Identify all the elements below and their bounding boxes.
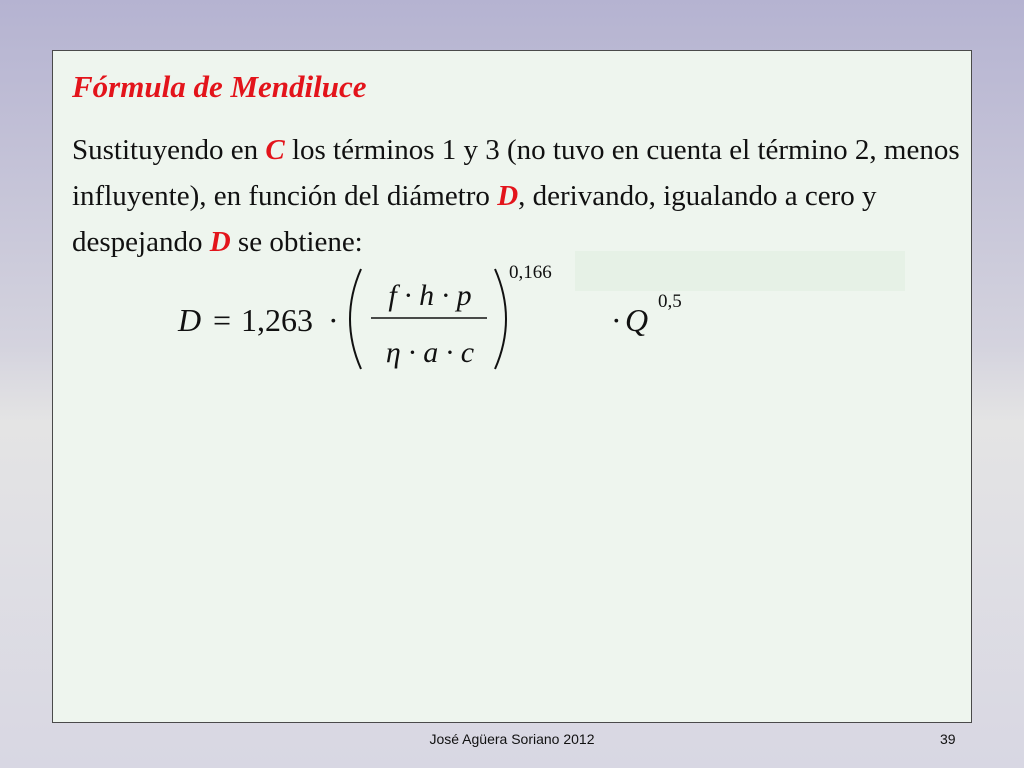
left-parenthesis <box>350 269 361 369</box>
footer-author: José Agüera Soriano 2012 <box>429 731 595 747</box>
formula-coefficient: 1,263 <box>241 302 313 338</box>
slide-title: Fórmula de Mendiluce <box>72 69 367 104</box>
page-number: 39 <box>940 731 956 747</box>
formula-lhs: D <box>178 302 202 338</box>
formula-numerator: f · h · p <box>388 279 472 312</box>
formula-dot-2: · <box>611 302 622 338</box>
paragraph-text-4: se obtiene: <box>230 226 363 258</box>
mendiluce-formula <box>173 261 693 381</box>
formula-equals: = <box>213 302 232 338</box>
formula-exponent-1: 0,166 <box>509 262 552 283</box>
variable-d-2: D <box>209 226 231 258</box>
paragraph-text-1: Sustituyendo en <box>72 134 266 166</box>
variable-c: C <box>265 134 285 166</box>
right-parenthesis <box>495 269 506 369</box>
variable-d: D <box>497 180 519 212</box>
formula-q: Q <box>625 302 649 338</box>
formula-exponent-2: 0,5 <box>658 291 682 312</box>
formula-denominator: η · a · c <box>385 336 475 369</box>
paragraph-text-2: los términos 1 y 3 (no tuvo en cuenta el término 2, menos influyente), en función del diámetro <box>72 134 960 212</box>
slide-frame <box>52 50 972 723</box>
paragraph-text-3: , derivando, igualando a cero y despejando <box>72 180 877 258</box>
formula-dot: · <box>328 302 339 338</box>
body-paragraph <box>72 127 962 265</box>
